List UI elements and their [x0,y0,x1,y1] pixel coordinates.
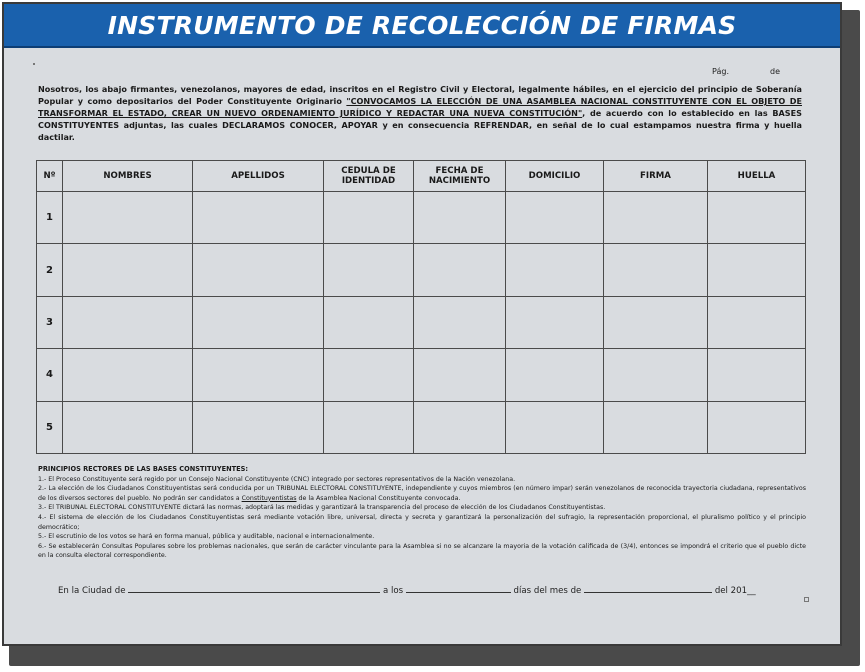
corner-mark [804,597,809,602]
month-blank[interactable] [584,583,712,593]
page-label: Pág. [712,67,729,76]
firma-cell[interactable] [604,349,708,401]
fecha-cell[interactable] [414,349,506,401]
header-nombres: NOMBRES [63,161,193,192]
principle-item: 1.- El Proceso Constituyente será regido por un Consejo Nacional Constituyente (CNC) integrado por sectores representativos de la Nación venezolana. [38,475,516,483]
row-number: 4 [37,349,63,401]
nombres-cell[interactable] [63,349,193,401]
nombres-cell[interactable] [63,192,193,244]
header-huella: HUELLA [708,161,806,192]
firma-cell[interactable] [604,401,708,453]
domicilio-cell[interactable] [506,244,604,296]
cedula-cell[interactable] [324,349,414,401]
huella-cell[interactable] [708,401,806,453]
day-blank[interactable] [406,583,511,593]
page-title: INSTRUMENTO DE RECOLECCIÓN DE FIRMAS [107,10,737,40]
nombres-cell[interactable] [63,244,193,296]
header-number: Nº [37,161,63,192]
principle-item-2-underlined: Constituyentistas [241,494,297,502]
declaration-text-part1: Nosotros, los abajo firmantes, venezolanos, mayores de edad, inscritos en el Registro Civil y Electoral, legalmente hábiles, en el ejercicio del principio de Soberanía Popular y como depositarios del Poder Constituyente Originario [38,84,802,106]
fecha-cell[interactable] [414,244,506,296]
principle-item: 4.- El sistema de elección de los Ciudadanos Constituyentistas será mediante votación libre, universal, directa y secreta y garantizará la personalización del sufragio, la representación proporcional, el pluralismo político y el principio democrático; [38,513,806,531]
fecha-cell[interactable] [414,296,506,348]
principles-title: PRINCIPIOS RECTORES DE LAS BASES CONSTITUYENTES: [38,465,249,473]
domicilio-cell[interactable] [506,192,604,244]
year-label: del 201__ [714,586,756,596]
header-cedula: CEDULA DE IDENTIDAD [324,161,414,192]
table-row [37,349,806,401]
header-domicilio: DOMICILIO [506,161,604,192]
firma-cell[interactable] [604,296,708,348]
header-firma: FIRMA [604,161,708,192]
page-of-label: de [770,67,780,76]
fecha-cell[interactable] [414,401,506,453]
header-apellidos: APELLIDOS [193,161,324,192]
apellidos-cell[interactable] [193,192,324,244]
row-number: 3 [37,296,63,348]
declaration-text-part2: , de acuerdo con lo establecido en las BASES CONSTITUYENTES adjuntas, las cuales DECLARAMOS CONOCER, APOYAR y en consecuencia REFRENDAR, en señal de lo cual estampamos nuestra firma y huella dactilar. [38,108,802,142]
nombres-cell[interactable] [63,296,193,348]
firma-cell[interactable] [604,192,708,244]
page-number-line [712,67,780,76]
firma-cell[interactable] [604,244,708,296]
fecha-cell[interactable] [414,192,506,244]
apellidos-cell[interactable] [193,349,324,401]
huella-cell[interactable] [708,296,806,348]
table-row [37,192,806,244]
apellidos-cell[interactable] [193,296,324,348]
declaration-text-underlined: "CONVOCAMOS LA ELECCIÓN DE UNA ASAMBLEA NACIONAL CONSTITUYENTE CON EL OBJETO DE TRANSFORMAR EL ESTADO, CREAR UN NUEVO ORDENAMIENTO JURÍDICO Y REDACTAR UNA NUEVA CONSTITUCIÓN" [38,96,802,118]
table-header-row [37,161,806,192]
cedula-cell[interactable] [324,244,414,296]
row-number: 2 [37,244,63,296]
principle-item: 3.- El TRIBUNAL ELECTORAL CONSTITUYENTE dictará las normas, adoptará las medidas y garantizará la transparencia del proceso de elección de los Ciudadanos Constituyentistas. [38,504,606,512]
table-row [37,244,806,296]
apellidos-cell[interactable] [193,401,324,453]
cedula-cell[interactable] [324,401,414,453]
row-number: 5 [37,401,63,453]
domicilio-cell[interactable] [506,296,604,348]
principle-item: 6.- Se establecerán Consultas Populares sobre los problemas nacionales, que serán de carácter vinculante para la Asamblea si no se alcanzare la mayoria de la votación calificada de (3/4), entonces se impondrá el criterio que el pueblo dicte en la consulta electoral correspondiente. [38,542,806,560]
domicilio-cell[interactable] [506,349,604,401]
table-row [37,296,806,348]
principle-item-2-tail: de la Asamblea Nacional Constituyente convocada. [296,494,461,502]
city-blank[interactable] [128,583,380,593]
huella-cell[interactable] [708,192,806,244]
cedula-cell[interactable] [324,296,414,348]
huella-cell[interactable] [708,244,806,296]
signatures-table [36,160,806,454]
domicilio-cell[interactable] [506,401,604,453]
corner-mark [33,63,35,65]
huella-cell[interactable] [708,349,806,401]
signing-place-date-line [58,583,756,596]
apellidos-cell[interactable] [193,244,324,296]
city-label: En la Ciudad de [58,586,126,596]
dias-del-mes-label: días del mes de [513,586,582,596]
table-row [37,401,806,453]
declaration-paragraph [38,83,802,143]
principle-item [38,484,806,503]
title-banner [4,4,840,48]
nombres-cell[interactable] [63,401,193,453]
cedula-cell[interactable] [324,192,414,244]
row-number: 1 [37,192,63,244]
a-los-label: a los [382,586,404,596]
principle-item-2-text: 2.- La elección de los Ciudadanos Constituyentistas será conducida por un TRIBUNAL ELECTORAL CONSTITUYENTE, independiente y cuyos miembros (en número impar) serán venezolanos de reconocida trayectoria ciudadana, representativos de los diversos sectores del pueblo. No podrán ser candidatos a [38,485,806,502]
principles-section [38,465,806,561]
header-fecha-nacimiento: FECHA DE NACIMIENTO [414,161,506,192]
principle-item: 5.- El escrutinio de los votos se hará en forma manual, pública y auditable, nacional e internacionalmente. [38,533,375,541]
